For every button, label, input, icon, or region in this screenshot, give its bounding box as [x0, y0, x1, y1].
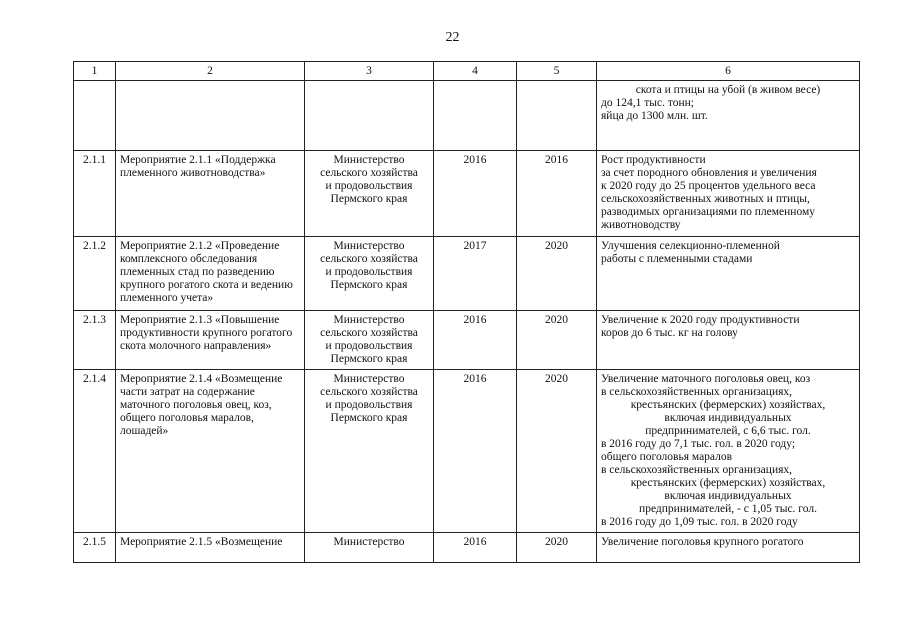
activity-cell: [116, 370, 305, 533]
row-number: 2.1.4: [74, 370, 116, 533]
result-line: скота и птицы на убой (в живом весе): [635, 84, 821, 96]
activity-cell: [116, 311, 305, 370]
start-year-cell: 2016: [434, 311, 517, 370]
column-header-1: 1: [74, 62, 116, 81]
activity-line: части затрат на содержание: [120, 386, 255, 398]
activity-cell: [116, 533, 305, 563]
column-header-5: 5: [517, 62, 597, 81]
end-year-cell: 2020: [517, 237, 597, 311]
result-line: включая индивидуальных: [664, 412, 792, 424]
activity-cell: [116, 81, 305, 151]
result-line: к 2020 году до 25 процентов удельного веса: [601, 180, 816, 192]
activities-table: [73, 61, 860, 563]
result-line: предпринимателей, с 6,6 тыс. гол.: [645, 425, 811, 437]
activity-line: маточного поголовья овец, коз,: [120, 399, 272, 411]
activity-line: общего поголовья маралов,: [120, 412, 254, 424]
result-line: до 124,1 тыс. тонн;: [601, 97, 694, 109]
activity-line: продуктивности крупного рогатого: [120, 327, 293, 339]
result-line: Увеличение поголовья крупного рогатого: [601, 536, 804, 548]
activity-line: Мероприятие 2.1.4 «Возмещение: [120, 373, 283, 385]
end-year-cell: 2020: [517, 311, 597, 370]
executor-line: сельского хозяйства: [320, 253, 418, 265]
executor-line: Пермского края: [330, 193, 408, 205]
executor-line: Министерство: [333, 314, 405, 326]
result-cell: [597, 237, 860, 311]
activity-line: племенного животноводства»: [120, 167, 266, 179]
result-line: крестьянских (фермерских) хозяйствах,: [630, 477, 826, 489]
start-year-cell: 2016: [434, 533, 517, 563]
table-row: [74, 370, 860, 533]
start-year-cell: [434, 81, 517, 151]
result-line: коров до 6 тыс. кг на голову: [601, 327, 738, 339]
executor-line: Министерство: [333, 154, 405, 166]
end-year-cell: [517, 81, 597, 151]
result-line: в 2016 году до 7,1 тыс. гол. в 2020 году;: [601, 438, 796, 450]
executor-cell: [305, 81, 434, 151]
result-line: сельскохозяйственных животных и птицы,: [601, 193, 810, 205]
executor-line: и продовольствия: [325, 399, 413, 411]
result-cell: [597, 151, 860, 237]
executor-line: Пермского края: [330, 353, 408, 365]
result-line: предпринимателей, - с 1,05 тыс. гол.: [639, 503, 817, 515]
result-line: разводимых организациями по племенному: [601, 206, 816, 218]
executor-line: и продовольствия: [325, 266, 413, 278]
end-year-cell: 2016: [517, 151, 597, 237]
column-header-6: 6: [597, 62, 860, 81]
result-line: Увеличение к 2020 году продуктивности: [601, 314, 800, 326]
executor-line: Министерство: [333, 373, 405, 385]
activity-cell: [116, 237, 305, 311]
column-header-3: 3: [305, 62, 434, 81]
executor-cell: [305, 237, 434, 311]
column-header-4: 4: [434, 62, 517, 81]
executor-line: Пермского края: [330, 279, 408, 291]
column-header-2: 2: [116, 62, 305, 81]
executor-line: и продовольствия: [325, 180, 413, 192]
result-cell: [597, 370, 860, 533]
executor-line: сельского хозяйства: [320, 386, 418, 398]
result-line: Увеличение маточного поголовья овец, коз: [601, 373, 811, 385]
activity-line: Мероприятие 2.1.3 «Повышение: [120, 314, 280, 326]
activity-line: племенного учета»: [120, 292, 214, 304]
activity-line: Мероприятие 2.1.5 «Возмещение: [120, 536, 283, 548]
start-year-cell: 2017: [434, 237, 517, 311]
executor-cell: [305, 151, 434, 237]
result-line: Рост продуктивности: [601, 154, 706, 166]
result-line: включая индивидуальных: [664, 490, 792, 502]
activity-line: комплексного обследования: [120, 253, 258, 265]
executor-line: сельского хозяйства: [320, 167, 418, 179]
activity-cell: [116, 151, 305, 237]
result-cell: [597, 81, 860, 151]
activity-line: лошадей»: [120, 425, 169, 437]
result-line: Улучшения селекционно-племенной: [601, 240, 780, 252]
executor-cell: [305, 370, 434, 533]
start-year-cell: 2016: [434, 370, 517, 533]
result-line: в 2016 году до 1,09 тыс. гол. в 2020 году: [601, 516, 798, 528]
row-number: 2.1.1: [74, 151, 116, 237]
result-line: в сельскохозяйственных организациях,: [601, 464, 793, 476]
result-line: за счет породного обновления и увеличения: [601, 167, 817, 179]
executor-cell: [305, 533, 434, 563]
result-cell: [597, 311, 860, 370]
table-header-row: [74, 62, 860, 81]
result-cell: [597, 533, 860, 563]
result-line: животноводству: [601, 219, 681, 231]
row-number: 2.1.5: [74, 533, 116, 563]
result-line: яйца до 1300 млн. шт.: [601, 110, 708, 122]
end-year-cell: 2020: [517, 533, 597, 563]
executor-line: сельского хозяйства: [320, 327, 418, 339]
result-line: крестьянских (фермерских) хозяйствах,: [630, 399, 826, 411]
table-row: [74, 533, 860, 563]
page-number: 22: [445, 30, 460, 45]
activity-line: Мероприятие 2.1.2 «Проведение: [120, 240, 280, 252]
activity-line: крупного рогатого скота и ведению: [120, 279, 293, 291]
activity-line: скота молочного направления»: [120, 340, 272, 352]
row-number: 2.1.2: [74, 237, 116, 311]
end-year-cell: 2020: [517, 370, 597, 533]
table-row: [74, 81, 860, 151]
result-line: общего поголовья маралов: [601, 451, 733, 463]
start-year-cell: 2016: [434, 151, 517, 237]
activity-line: Мероприятие 2.1.1 «Поддержка: [120, 154, 276, 166]
result-line: работы с племенными стадами: [601, 253, 753, 265]
result-line: в сельскохозяйственных организациях,: [601, 386, 793, 398]
activity-line: племенных стад по разведению: [120, 266, 275, 278]
executor-line: Министерство: [333, 240, 405, 252]
row-number: 2.1.3: [74, 311, 116, 370]
table-row: [74, 311, 860, 370]
executor-line: и продовольствия: [325, 340, 413, 352]
executor-cell: [305, 311, 434, 370]
table-row: [74, 151, 860, 237]
executor-line: Пермского края: [330, 412, 408, 424]
table-row: [74, 237, 860, 311]
row-number: [74, 81, 116, 151]
executor-line: Министерство: [333, 536, 405, 548]
